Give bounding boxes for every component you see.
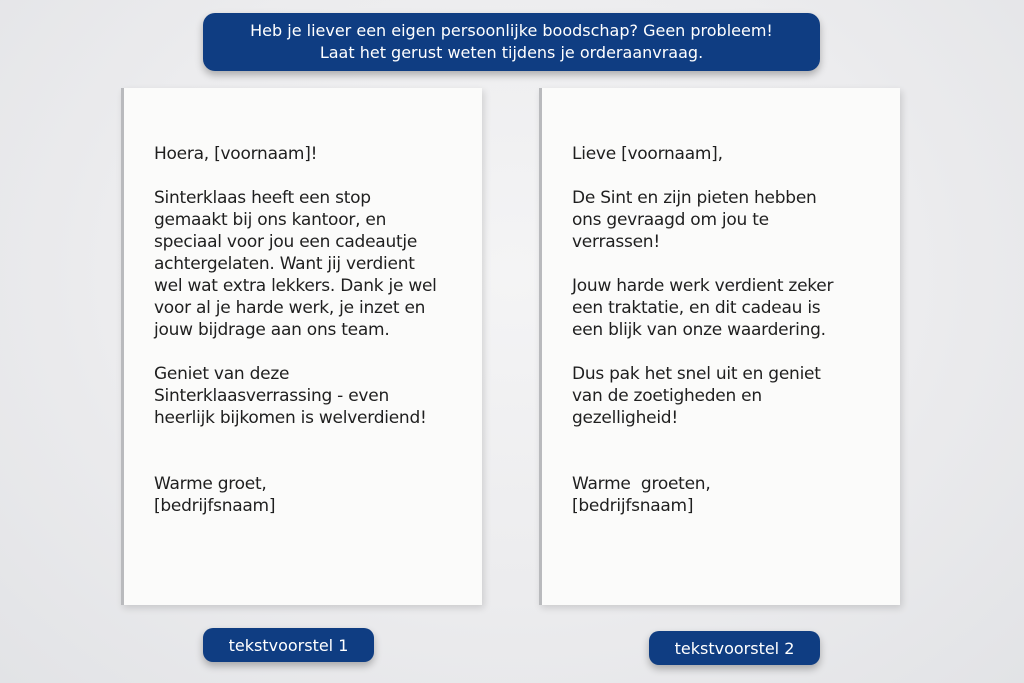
card-2-line: ons gevraagd om jou te — [572, 210, 769, 230]
text-proposal-label-2: tekstvoorstel 2 — [649, 631, 820, 665]
card-2-line: verrassen! — [572, 232, 660, 252]
card-1-line: wel wat extra lekkers. Dank je wel — [154, 276, 437, 296]
card-1-line: gemaakt bij ons kantoor, en — [154, 210, 387, 230]
card-2-line — [572, 451, 890, 473]
text-proposal-card-2 — [539, 88, 900, 605]
card-2-line: Jouw harde werk verdient zeker — [572, 276, 834, 296]
card-2-text — [572, 143, 890, 517]
card-1-line: Hoera, [voornaam]! — [154, 144, 318, 164]
card-1-line: Sinterklaas heeft een stop — [154, 188, 371, 208]
card-2-line: van de zoetigheden en — [572, 386, 762, 406]
card-1-line: heerlijk bijkomen is welverdiend! — [154, 408, 427, 428]
card-2-line — [572, 341, 890, 363]
text-proposal-label-1: tekstvoorstel 1 — [203, 628, 374, 662]
card-2-line — [572, 165, 890, 187]
card-2-line: Dus pak het snel uit en geniet — [572, 364, 821, 384]
card-1-line: voor al je harde werk, je inzet en — [154, 298, 426, 318]
card-1-line: Sinterklaasverrassing - even — [154, 386, 389, 406]
card-2-line: Lieve [voornaam], — [572, 144, 723, 164]
card-2-line — [572, 253, 890, 275]
text-proposal-card-1 — [121, 88, 482, 605]
card-1-line: Geniet van deze — [154, 364, 290, 384]
card-2-line: een blijk van onze waardering. — [572, 320, 826, 340]
card-1-line — [154, 165, 472, 187]
card-1-line — [154, 451, 472, 473]
card-2-line: gezelligheid! — [572, 408, 678, 428]
card-1-line: jouw bijdrage aan ons team. — [154, 320, 390, 340]
card-2-line: een traktatie, en dit cadeau is — [572, 298, 821, 318]
card-1-line: [bedrijfsnaam] — [154, 496, 276, 516]
card-1-line: achtergelaten. Want jij verdient — [154, 254, 415, 274]
info-banner — [203, 13, 820, 71]
card-1-line: speciaal voor jou een cadeautje — [154, 232, 418, 252]
card-1-line — [154, 341, 472, 363]
card-2-line: Warme groeten, — [572, 474, 711, 494]
card-1-line — [154, 429, 472, 451]
banner-line-1: Heb je liever een eigen persoonlijke boodschap? Geen probleem! — [250, 21, 773, 40]
card-1-text — [154, 143, 472, 517]
banner-line-2: Laat het gerust weten tijdens je orderaanvraag. — [319, 43, 704, 62]
card-2-line: De Sint en zijn pieten hebben — [572, 188, 817, 208]
card-2-line — [572, 429, 890, 451]
card-1-line: Warme groet, — [154, 474, 267, 494]
card-2-line: [bedrijfsnaam] — [572, 496, 694, 516]
